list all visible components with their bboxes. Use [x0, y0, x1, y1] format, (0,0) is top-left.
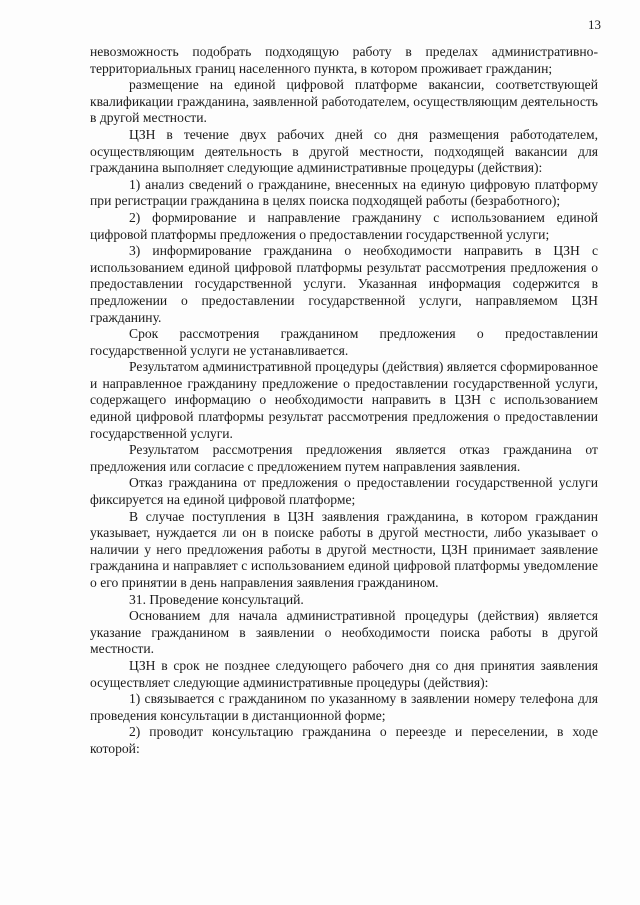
paragraph: 1) связывается с гражданином по указанному в заявлении номеру телефона для проведения консультации в дистанционной форме;	[90, 691, 598, 723]
paragraph: 2) формирование и направление гражданину с использованием единой цифровой платформы предложения о предоставлении государственной услуги;	[90, 209, 598, 242]
paragraph: 1) анализ сведений о гражданине, внесенных на единую цифровую платформу при регистрации гражданина в целях поиска подходящей работы (безработного);	[90, 176, 598, 209]
paragraph: 2) проводит консультацию гражданина о переезде и переселении, в ходе которой:	[90, 724, 598, 756]
paragraph: размещение на единой цифровой платформе вакансии, соответствующей квалификации гражданина, заявленной работодателем, осуществляющим деятельность в другой местности.	[90, 77, 598, 126]
paragraph: В случае поступления в ЦЗН заявления гражданина, в котором гражданин указывает, нуждается ли он в поиске работы в другой местности, либо указывает о наличии у него предложения работы в другой местности, ЦЗН принимает заявление гражданина и направляет с использованием единой цифровой платформы уведомление о его принятии в день направления заявления гражданином.	[90, 508, 598, 590]
paragraph: Основанием для начала административной процедуры (действия) является указание гражданином в заявлении о необходимости поиска работы в другой местности.	[90, 608, 598, 657]
page-number: 13	[588, 17, 601, 32]
paragraph: Результатом административной процедуры (действия) является сформированное и направленное гражданину предложение о предоставлении государственной услуги, содержащего информацию о необходимости направить в ЦЗН с использованием единой цифровой платформы результат рассмотрения предложения о предоставлении государственной услуги.	[90, 359, 598, 441]
paragraph: Результатом рассмотрения предложения является отказ гражданина от предложения или согласие с предложением путем направления заявления.	[90, 442, 598, 474]
paragraph: Отказ гражданина от предложения о предоставлении государственной услуги фиксируется на единой цифровой платформе;	[90, 475, 598, 508]
paragraph: ЦЗН в срок не позднее следующего рабочего дня со дня принятия заявления осуществляет следующие административные процедуры (действия):	[90, 657, 598, 690]
paragraph: невозможность подобрать подходящую работу в пределах административно-территориальных границ населенного пункта, в котором проживает гражданин;	[90, 44, 598, 76]
paragraph: Срок рассмотрения гражданином предложения о предоставлении государственной услуги не устанавливается.	[90, 326, 598, 358]
paragraph: 3) информирование гражданина о необходимости направить в ЦЗН с использованием единой цифровой платформы результат рассмотрения предложения о предоставлении государственной услуги. Указанная информация содержится в предложении о предоставлении государственной услуги, направляемом ЦЗН гражданину.	[90, 243, 598, 325]
paragraph: ЦЗН в течение двух рабочих дней со дня размещения работодателем, осуществляющим деятельность в другой местности, подходящей вакансии для гражданина выполняет следующие административные процедуры (действия):	[90, 126, 598, 176]
section-heading: 31. Проведение консультаций.	[129, 591, 304, 607]
body-text	[90, 44, 598, 758]
